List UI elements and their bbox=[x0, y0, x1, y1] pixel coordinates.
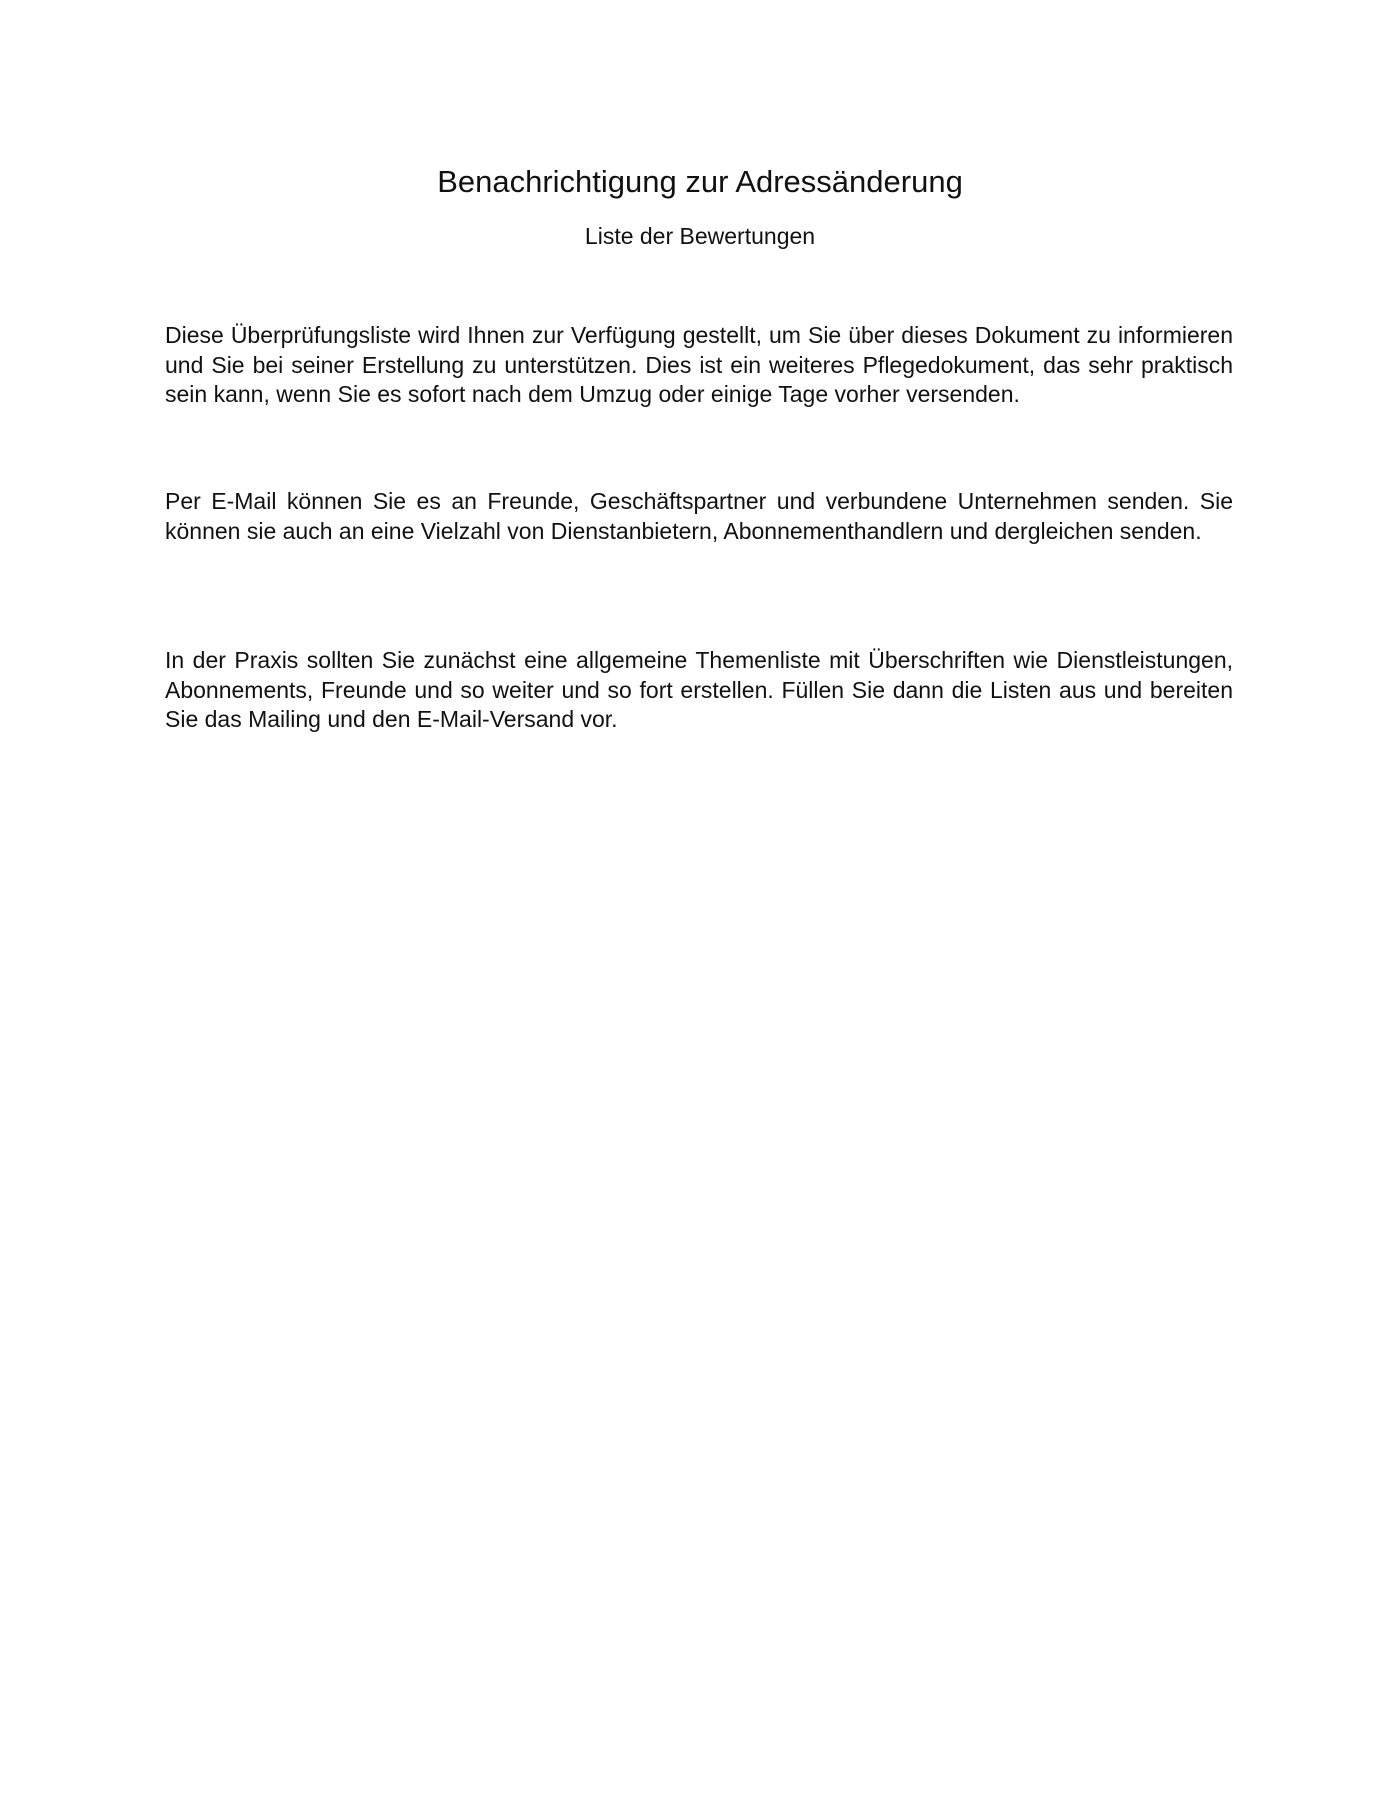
document-title: Benachrichtigung zur Adressänderung bbox=[437, 164, 963, 199]
paragraph-practice: In der Praxis sollten Sie zunächst eine allgemeine Themenliste mit Überschriften wie Dienstleistungen, Abonnements, Freunde und so weiter und so fort erstellen. Füllen Sie dann die Listen aus und bereiten Sie das Mailing und den E-Mail-Versand vor. bbox=[165, 647, 1233, 732]
paragraph-email: Per E-Mail können Sie es an Freunde, Geschäftspartner und verbundene Unternehmen senden. Sie können sie auch an eine Vielzahl von Dienstanbietern, Abonnementhandlern und dergleichen senden. bbox=[165, 488, 1233, 544]
document-subtitle: Liste der Bewertungen bbox=[584, 223, 816, 249]
paragraph-intro: Diese Überprüfungsliste wird Ihnen zur Verfügung gestellt, um Sie über dieses Dokument zu informieren und Sie bei seiner Erstellung zu unterstützen. Dies ist ein weiteres Pflegedokument, das sehr praktisch sein kann, wenn Sie es sofort nach dem Umzug oder einige Tage vorher versenden. bbox=[165, 322, 1233, 407]
